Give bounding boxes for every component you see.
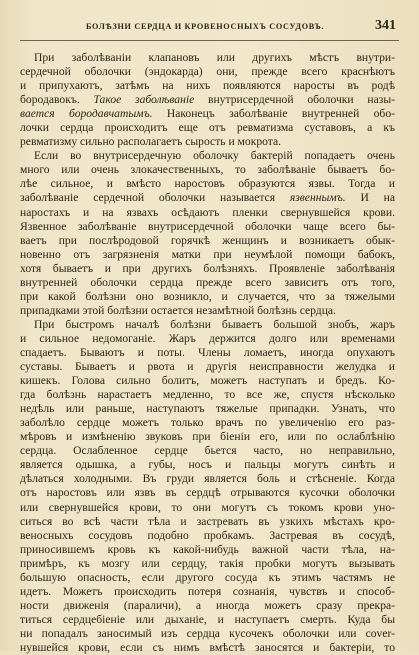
text-line: спадаетъ. Бываютъ и поты. Члены ломаетъ, иногда опухаютъ (20, 345, 395, 359)
text-line: ности движенія (параличи), а иногда можетъ сразу прекра- (20, 598, 395, 612)
text-line: мѣровъ и измѣненію звуковъ при біеніи его, или по ослаблѣнію (20, 430, 395, 444)
text-line: заболѣло сердце можетъ только врачъ по увеличенію его раз- (20, 416, 395, 430)
text-line: примѣръ, къ мозгу или сердцу, такія пробки могутъ вызывать (20, 556, 395, 570)
paragraph-1 (20, 51, 395, 149)
text-line: наростахъ и на язвахъ осѣдаютъ пленки свернувшейся крови. (20, 205, 395, 219)
text-line: большую опасность, если другого сосуда къ этимъ частямъ не (20, 570, 395, 584)
text-line: новенно отъ загрязненія матки при неумѣлой помощи бабокъ, (20, 247, 395, 261)
text-line: Если во внутрисердечную оболочку бактерій попадаетъ очень (34, 149, 395, 163)
text-line: недѣль или раньше, наступаютъ тяжелые припадки. Узнать, что (20, 402, 395, 416)
italic-term: язвеннымъ. (289, 191, 346, 205)
paragraph-3 (20, 318, 395, 655)
text-line: бородавокъ. Такое заболѣваніе внутрисердечной оболочки назы- (20, 93, 395, 107)
text-line: кишекъ. Голова сильно болитъ, можетъ наступать и бредъ. Ко- (20, 374, 395, 388)
text-line: При быстромъ началѣ болѣзни бываетъ большой знобъ, жаръ (34, 317, 395, 331)
text-line: заболѣваніе сердечной оболочки называется язвеннымъ. И на (20, 191, 395, 205)
text-line: дѣлаться холодными. Въ груди является боль и стѣсненіе. Когда (20, 472, 395, 486)
text-line: суставы. Бываетъ и рвота и другія неисправности желудка и (20, 360, 395, 374)
text-line: титься сердцебіеніе или дыханіе, и наступаетъ смерть. Куда бы (20, 612, 395, 626)
text-line: лѣе сильное, и вмѣсто наростовъ образуются язвы. Тогда и (20, 177, 395, 191)
text-line: Язвенное заболѣваніе внутрисердечной оболочки чаще всего бы- (20, 219, 395, 233)
text-line: нувшейся крови, если съ нимъ вмѣстѣ заносятся и бактеріи, то (20, 640, 395, 654)
text-line: припадками этой болѣзни остается незамѣтной болѣзнь сердца. (20, 303, 336, 317)
text-line: вается бородавчатымъ. Наконецъ заболѣваніе внутренней обо- (20, 107, 395, 121)
text-line: хотя бываетъ и при другихъ болѣзняхъ. Проявленіе заболѣванія (20, 261, 395, 275)
text-line: приносившемъ кровь къ какой-нибудь важной части тѣла, на- (20, 542, 395, 556)
text-line: и сильное недомоганіе. Жаръ держится долго или временами (20, 331, 395, 345)
text-line: ревматизму сильно располагаетъ сырость и мокрота. (20, 135, 282, 149)
running-title: БОЛѢЗНИ СЕРДЦА И КРОВЕНОСНЫХЪ СОСУДОВЪ. (86, 22, 325, 31)
italic-term: Такое заболѣваніе (93, 93, 195, 107)
text-line: ситься во всѣ части тѣла и застревать въ узкихъ мѣстахъ кро- (20, 514, 395, 528)
text-line: много или очень злокачественныхъ, то заболѣваніе бываетъ бо- (20, 163, 395, 177)
text-line: ваетъ при послѣродовой горячкѣ женщинъ и возникаетъ обык- (20, 233, 395, 247)
text-line: идетъ. Можетъ происходить потеря сознанія, чувствъ и способ- (20, 584, 395, 598)
text-line: внутренней оболочки сердца прежде всего зависитъ отъ того, (20, 275, 395, 289)
text-line: веносныхъ сосудовъ подобно пробкамъ. Застревая въ сосудѣ, (20, 528, 395, 542)
text-line: ни попадалъ заносимый изъ сердца кусочекъ оболочки или сover- (20, 626, 395, 640)
text-line: и припухаютъ, затѣмъ на нихъ появляются наросты въ родѣ (20, 79, 395, 93)
text-line: сердца. Ослабленное сердце бьется часто, но неправильно, (20, 444, 395, 458)
paragraph-2 (20, 149, 395, 318)
page-number: 341 (375, 18, 396, 33)
italic-term: вается бородавчатымъ. (20, 107, 153, 121)
page-header (20, 16, 399, 41)
text-line: гда болѣзнь нарастаетъ медленно, то все же, спустя нѣсколько (20, 388, 395, 402)
text-line: При заболѣваніи клапановъ или другихъ мѣстъ внутри- (34, 51, 395, 64)
body-text (20, 51, 395, 655)
text-line: лочки сердца происходитъ еще отъ ревматизма суставовъ, а къ (20, 121, 395, 135)
text-line: или свернувшейся крови, то они могутъ съ токомъ крови уно- (20, 500, 395, 514)
text-line: при какой болѣзни оно возникло, и случается, что за тяжелыми (20, 289, 395, 303)
text-line: является одышка, а губы, носъ и пальцы могутъ синѣть и (20, 458, 395, 472)
text-line: сердечной оболочки (эндокарда) они, прежде всего краснѣютъ (20, 65, 395, 79)
text-line: отъ наростовъ или язвъ въ сердцѣ отрываются кусочки оболочки (20, 486, 395, 500)
